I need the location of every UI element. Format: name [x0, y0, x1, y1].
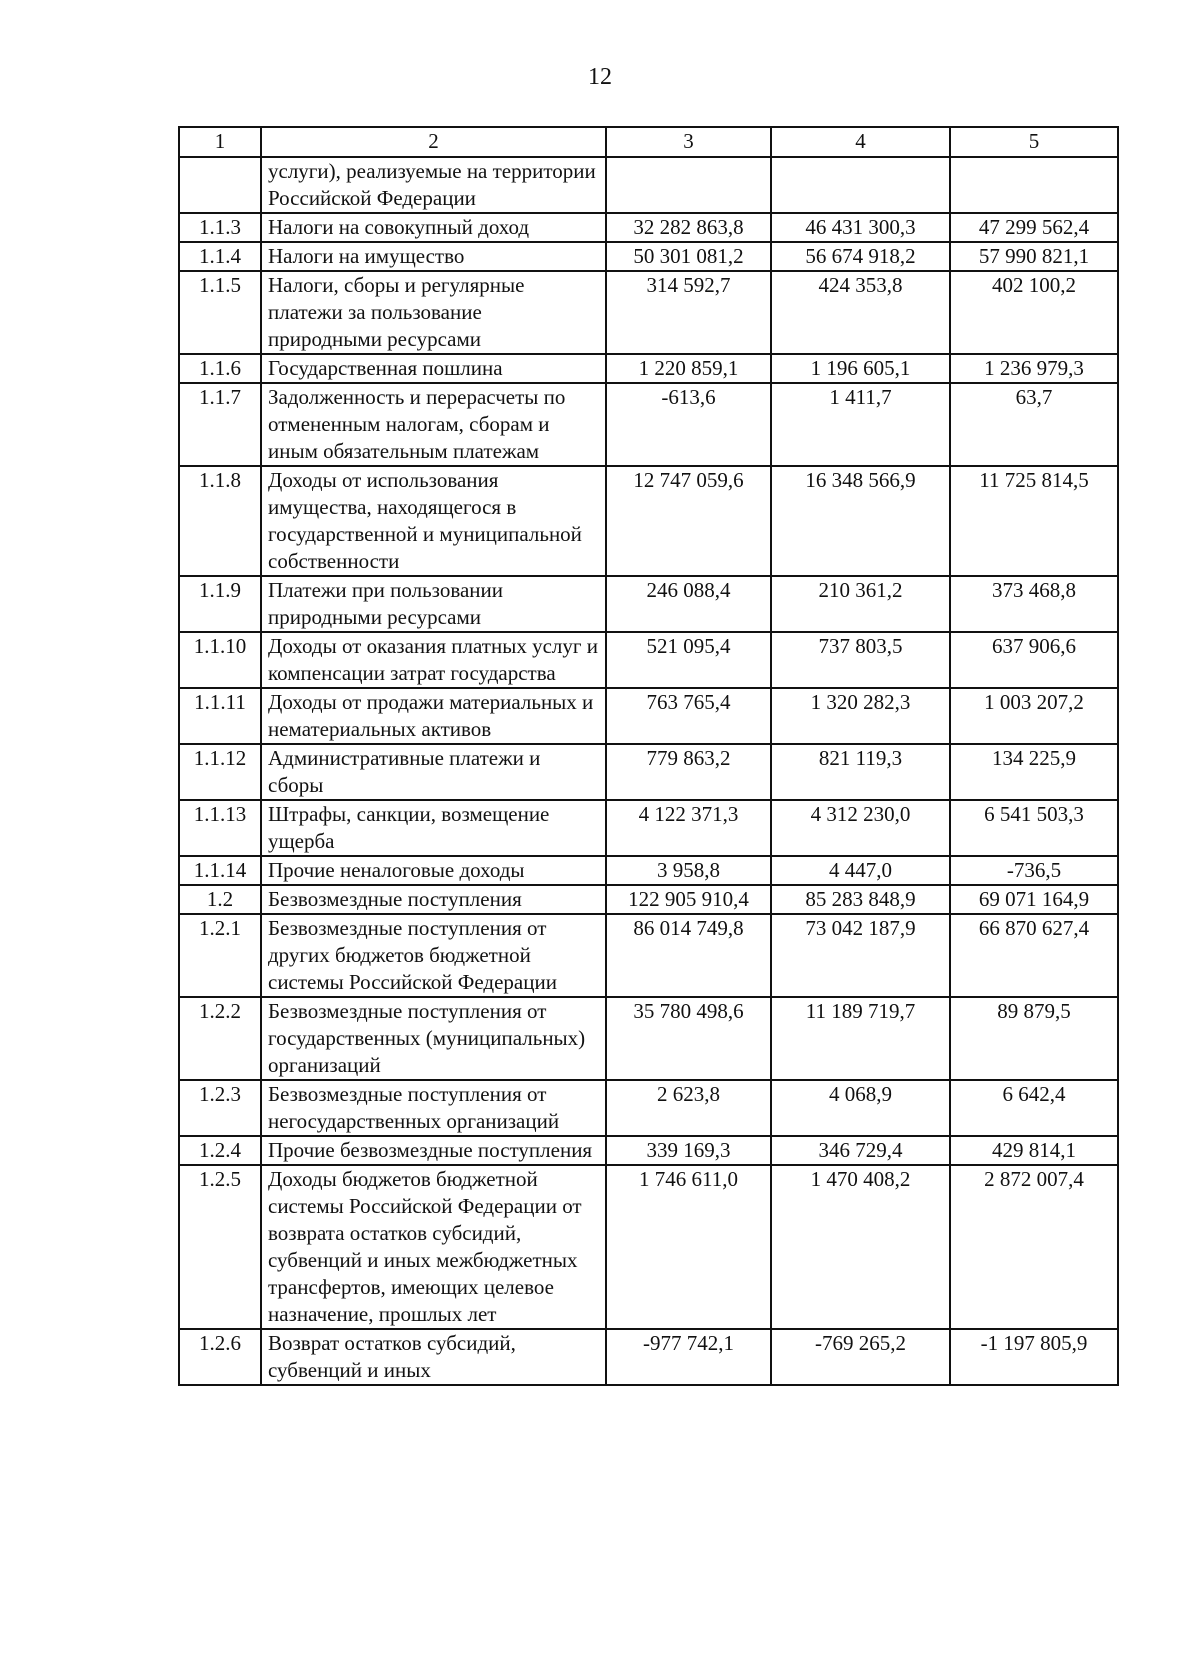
table-row: [179, 856, 1118, 885]
row-value-col4: 737 803,5: [771, 632, 950, 688]
row-code: 1.1.9: [179, 576, 261, 632]
row-name: услуги), реализуемые на территории Российской Федерации: [261, 157, 606, 213]
row-code: 1.2.2: [179, 997, 261, 1080]
row-value-col5: 402 100,2: [950, 271, 1118, 354]
table-row: [179, 688, 1118, 744]
row-value-col3: 246 088,4: [606, 576, 771, 632]
row-value-col4: 1 470 408,2: [771, 1165, 950, 1329]
row-value-col3: 1 746 611,0: [606, 1165, 771, 1329]
row-value-col5: 6 541 503,3: [950, 800, 1118, 856]
row-value-col3: 1 220 859,1: [606, 354, 771, 383]
row-value-col4: 4 068,9: [771, 1080, 950, 1136]
table-row: [179, 576, 1118, 632]
row-value-col5: 69 071 164,9: [950, 885, 1118, 914]
row-value-col3: 50 301 081,2: [606, 242, 771, 271]
row-code: [179, 157, 261, 213]
row-code: 1.1.7: [179, 383, 261, 466]
table-row: [179, 632, 1118, 688]
row-name: Платежи при пользовании природными ресурсами: [261, 576, 606, 632]
row-code: 1.2.3: [179, 1080, 261, 1136]
table-row: [179, 383, 1118, 466]
table-row: [179, 885, 1118, 914]
row-value-col4: 85 283 848,9: [771, 885, 950, 914]
row-code: 1.1.5: [179, 271, 261, 354]
row-name: Безвозмездные поступления от других бюджетов бюджетной системы Российской Федерации: [261, 914, 606, 997]
row-code: 1.2.5: [179, 1165, 261, 1329]
table-row: [179, 1329, 1118, 1385]
column-number-2: 2: [261, 127, 606, 157]
row-value-col5: 429 814,1: [950, 1136, 1118, 1165]
row-code: 1.1.12: [179, 744, 261, 800]
column-number-row: [179, 127, 1118, 157]
column-number-1: 1: [179, 127, 261, 157]
table-row: [179, 271, 1118, 354]
row-value-col4: 821 119,3: [771, 744, 950, 800]
row-value-col5: 637 906,6: [950, 632, 1118, 688]
row-value-col5: -1 197 805,9: [950, 1329, 1118, 1385]
row-name: Безвозмездные поступления: [261, 885, 606, 914]
row-value-col5: 1 003 207,2: [950, 688, 1118, 744]
revenue-table: [178, 126, 1119, 1386]
row-value-col5: 57 990 821,1: [950, 242, 1118, 271]
row-value-col3: 521 095,4: [606, 632, 771, 688]
row-code: 1.1.4: [179, 242, 261, 271]
row-value-col5: [950, 157, 1118, 213]
row-name: Безвозмездные поступления от негосударственных организаций: [261, 1080, 606, 1136]
table-row: [179, 466, 1118, 576]
row-name: Доходы от оказания платных услуг и компенсации затрат государства: [261, 632, 606, 688]
table-row: [179, 242, 1118, 271]
row-value-col3: 779 863,2: [606, 744, 771, 800]
table-row: [179, 1136, 1118, 1165]
row-value-col5: 11 725 814,5: [950, 466, 1118, 576]
row-value-col4: 424 353,8: [771, 271, 950, 354]
row-code: 1.2.4: [179, 1136, 261, 1165]
column-number-3: 3: [606, 127, 771, 157]
row-value-col3: 32 282 863,8: [606, 213, 771, 242]
row-value-col5: -736,5: [950, 856, 1118, 885]
row-code: 1.1.10: [179, 632, 261, 688]
table-row: [179, 157, 1118, 213]
row-code: 1.2.1: [179, 914, 261, 997]
row-value-col4: 16 348 566,9: [771, 466, 950, 576]
row-value-col5: 63,7: [950, 383, 1118, 466]
row-value-col4: 4 447,0: [771, 856, 950, 885]
row-value-col3: 86 014 749,8: [606, 914, 771, 997]
row-value-col5: 89 879,5: [950, 997, 1118, 1080]
row-code: 1.1.3: [179, 213, 261, 242]
row-name: Налоги на совокупный доход: [261, 213, 606, 242]
row-name: Административные платежи и сборы: [261, 744, 606, 800]
row-value-col5: 47 299 562,4: [950, 213, 1118, 242]
column-number-4: 4: [771, 127, 950, 157]
row-value-col4: 1 320 282,3: [771, 688, 950, 744]
row-name: Штрафы, санкции, возмещение ущерба: [261, 800, 606, 856]
row-value-col4: 210 361,2: [771, 576, 950, 632]
column-number-5: 5: [950, 127, 1118, 157]
row-value-col3: [606, 157, 771, 213]
row-name: Доходы от продажи материальных и нематериальных активов: [261, 688, 606, 744]
row-name: Доходы бюджетов бюджетной системы Российской Федерации от возврата остатков субсидий, субвенций и иных межбюджетных трансфертов, имеющих целевое назначение, прошлых лет: [261, 1165, 606, 1329]
row-value-col3: 314 592,7: [606, 271, 771, 354]
row-value-col3: 12 747 059,6: [606, 466, 771, 576]
row-value-col4: 11 189 719,7: [771, 997, 950, 1080]
row-value-col3: 763 765,4: [606, 688, 771, 744]
row-name: Прочие неналоговые доходы: [261, 856, 606, 885]
row-code: 1.1.8: [179, 466, 261, 576]
row-value-col4: 346 729,4: [771, 1136, 950, 1165]
row-value-col4: 56 674 918,2: [771, 242, 950, 271]
row-value-col5: 1 236 979,3: [950, 354, 1118, 383]
row-value-col5: 373 468,8: [950, 576, 1118, 632]
row-value-col4: 46 431 300,3: [771, 213, 950, 242]
row-value-col5: 66 870 627,4: [950, 914, 1118, 997]
row-name: Налоги, сборы и регулярные платежи за пользование природными ресурсами: [261, 271, 606, 354]
row-value-col4: -769 265,2: [771, 1329, 950, 1385]
row-code: 1.2: [179, 885, 261, 914]
row-value-col4: [771, 157, 950, 213]
row-name: Доходы от использования имущества, находящегося в государственной и муниципальной собственности: [261, 466, 606, 576]
row-value-col4: 4 312 230,0: [771, 800, 950, 856]
row-value-col3: 35 780 498,6: [606, 997, 771, 1080]
row-value-col4: 73 042 187,9: [771, 914, 950, 997]
row-name: Налоги на имущество: [261, 242, 606, 271]
table-row: [179, 1165, 1118, 1329]
row-value-col5: 6 642,4: [950, 1080, 1118, 1136]
row-name: Государственная пошлина: [261, 354, 606, 383]
row-value-col3: 122 905 910,4: [606, 885, 771, 914]
table-row: [179, 213, 1118, 242]
row-value-col4: 1 196 605,1: [771, 354, 950, 383]
table-row: [179, 744, 1118, 800]
table-row: [179, 997, 1118, 1080]
row-name: Задолженность и перерасчеты по отмененным налогам, сборам и иным обязательным платежам: [261, 383, 606, 466]
page-number: 12: [588, 64, 612, 90]
row-value-col5: 134 225,9: [950, 744, 1118, 800]
row-value-col3: -613,6: [606, 383, 771, 466]
row-code: 1.1.14: [179, 856, 261, 885]
table-row: [179, 1080, 1118, 1136]
row-name: Прочие безвозмездные поступления: [261, 1136, 606, 1165]
row-name: Возврат остатков субсидий, субвенций и иных: [261, 1329, 606, 1385]
row-value-col3: -977 742,1: [606, 1329, 771, 1385]
table-row: [179, 800, 1118, 856]
row-value-col5: 2 872 007,4: [950, 1165, 1118, 1329]
row-code: 1.1.13: [179, 800, 261, 856]
row-value-col3: 4 122 371,3: [606, 800, 771, 856]
row-value-col3: 339 169,3: [606, 1136, 771, 1165]
table-row: [179, 354, 1118, 383]
table-row: [179, 914, 1118, 997]
row-code: 1.1.11: [179, 688, 261, 744]
row-name: Безвозмездные поступления от государственных (муниципальных) организаций: [261, 997, 606, 1080]
row-value-col3: 3 958,8: [606, 856, 771, 885]
row-value-col3: 2 623,8: [606, 1080, 771, 1136]
row-code: 1.1.6: [179, 354, 261, 383]
row-code: 1.2.6: [179, 1329, 261, 1385]
row-value-col4: 1 411,7: [771, 383, 950, 466]
